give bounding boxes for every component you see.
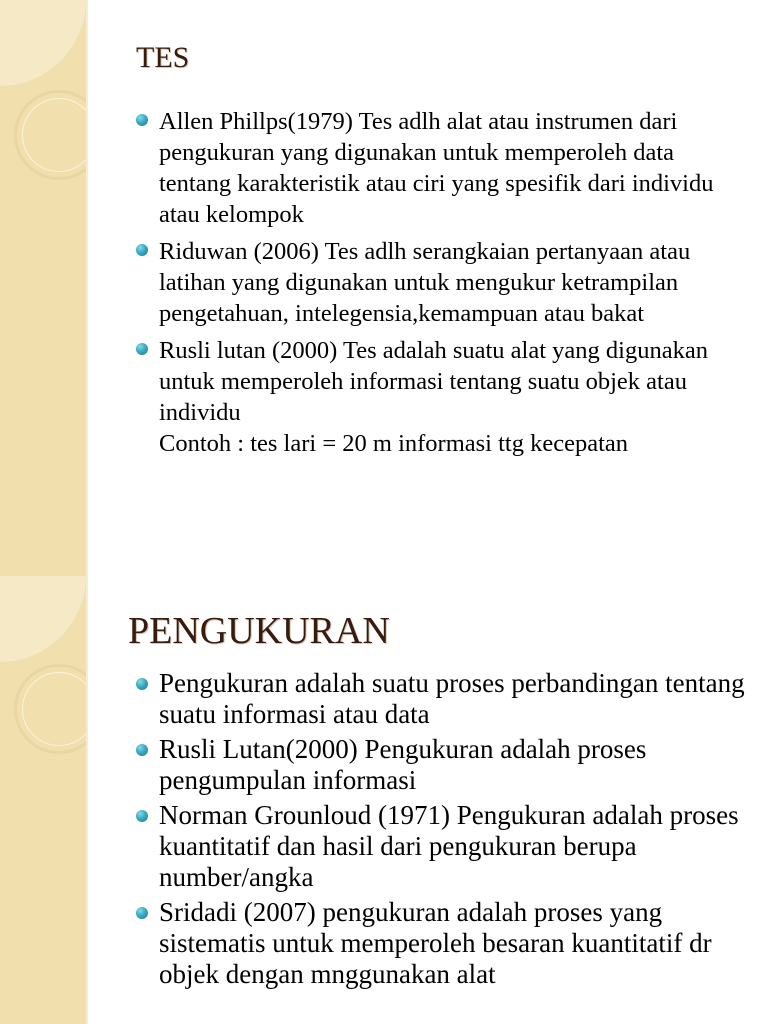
bullet-dot-icon xyxy=(136,744,148,756)
bullet-text: Sridadi (2007) pengukuran adalah proses yang sistematis untuk memperoleh besaran kuantitatif dr objek dengan mnggunakan alat xyxy=(159,897,712,989)
bullet-list xyxy=(134,668,754,994)
bullet-dot-icon xyxy=(136,810,148,822)
corner-shape xyxy=(0,576,86,662)
bullet-text: Pengukuran adalah suatu proses perbandingan tentang suatu informasi atau data xyxy=(159,668,745,729)
bullet-item xyxy=(134,106,749,230)
bullet-item xyxy=(134,734,754,796)
bullet-list xyxy=(134,106,749,465)
bullet-text: Allen Phillps(1979) Tes adlh alat atau instrumen dari pengukuran yang digunakan untuk memperoleh data tentang karakteristik atau ciri yang spesifik dari individu atau kelompok xyxy=(159,108,714,228)
bullet-text: Rusli Lutan(2000) Pengukuran adalah proses pengumpulan informasi xyxy=(159,734,647,795)
decorative-ring-highlight xyxy=(22,98,88,172)
bullet-item xyxy=(134,897,754,990)
slide-title: PENGUKURAN xyxy=(128,610,390,652)
bullet-text: Norman Grounloud (1971) Pengukuran adalah proses kuantitatif dan hasil dari pengukuran berupa number/angka xyxy=(159,800,739,892)
bullet-dot-icon xyxy=(136,244,148,256)
decorative-ring-highlight xyxy=(22,672,88,746)
decorative-side-band xyxy=(0,0,88,576)
bullet-item xyxy=(134,668,754,730)
bullet-dot-icon xyxy=(136,907,148,919)
decorative-side-band xyxy=(0,576,88,1024)
bullet-text: Rusli lutan (2000) Tes adalah suatu alat yang digunakan untuk memperoleh informasi tentang suatu objek atau individu xyxy=(159,337,708,426)
bullet-dot-icon xyxy=(136,114,148,126)
example-text: Contoh : tes lari = 20 m informasi ttg kecepatan xyxy=(159,430,629,457)
bullet-item xyxy=(134,800,754,893)
bullet-dot-icon xyxy=(136,678,148,690)
slide-pengukuran xyxy=(0,576,768,1024)
bullet-item xyxy=(134,236,749,329)
corner-shape xyxy=(0,0,86,86)
slide-title: TES xyxy=(136,41,190,74)
bullet-text: Riduwan (2006) Tes adlh serangkaian pertanyaan atau latihan yang digunakan untuk mengukur ketrampilan pengetahuan, intelegensia,kemampuan atau bakat xyxy=(159,238,691,327)
bullet-item xyxy=(134,335,749,459)
bullet-dot-icon xyxy=(136,343,148,355)
